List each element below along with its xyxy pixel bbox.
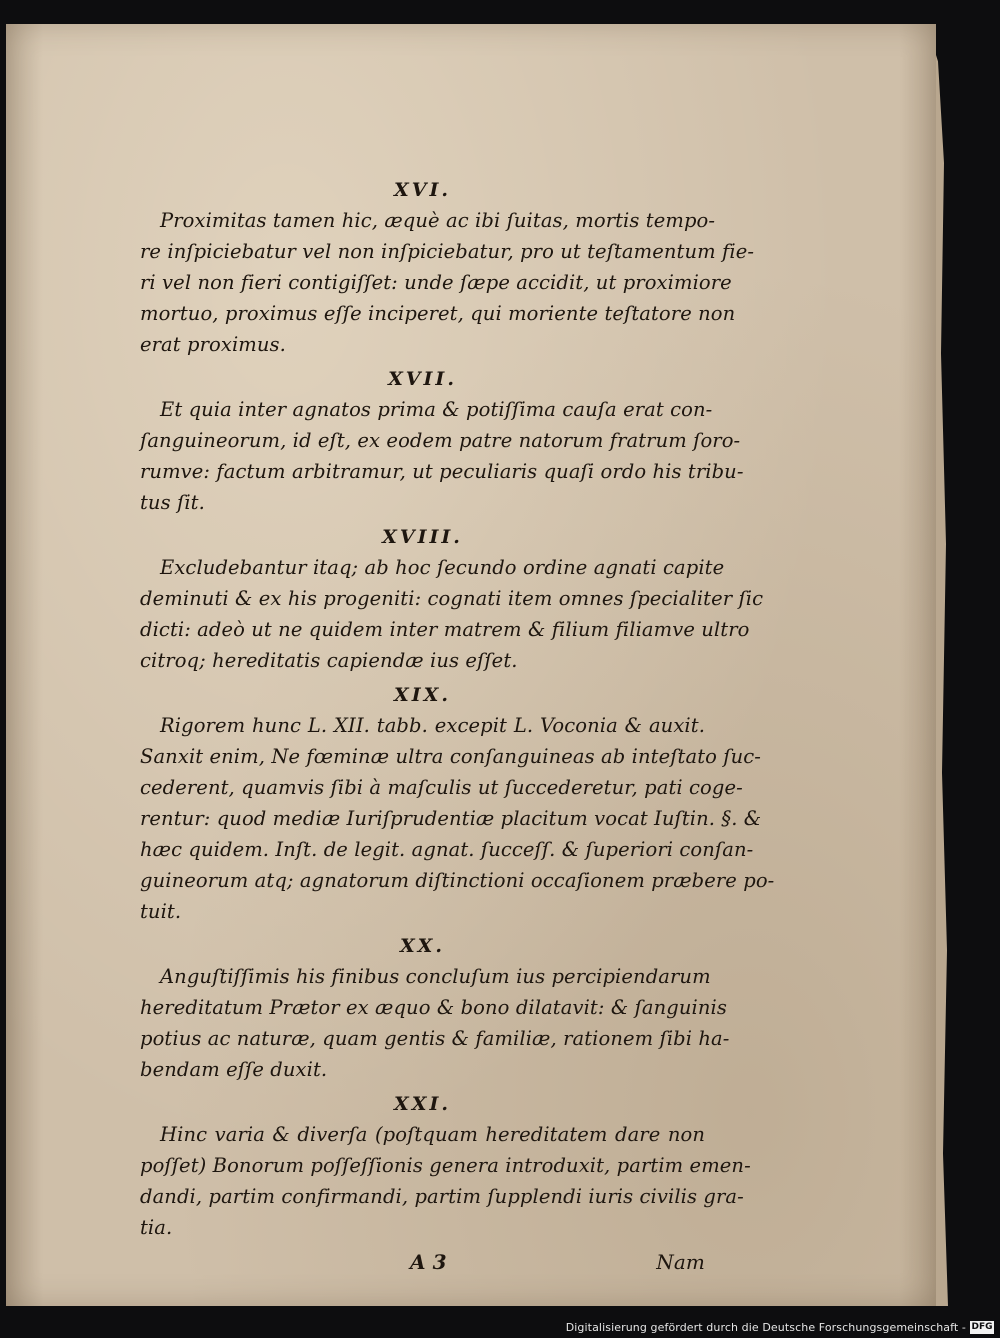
text-line: citroq; hereditatis capiendæ ius eſſet. xyxy=(140,649,518,672)
paragraph xyxy=(140,710,775,927)
page-footer xyxy=(140,1247,705,1277)
catchword: Nam xyxy=(656,1250,705,1274)
text-line: Hinc varia & diverſa (poſtquam hereditatem dare non xyxy=(160,1123,705,1146)
text-line: tia. xyxy=(140,1216,173,1239)
text-line: ſanguineorum, id eſt, ex eodem patre natorum fratrum ſoro- xyxy=(140,429,741,452)
section-heading: XX. xyxy=(399,935,446,957)
text-line: Excludebantur itaq; ab hoc ſecundo ordine agnati capite xyxy=(160,556,725,579)
text-line: poſſet) Bonorum poſſeſſionis genera introduxit, partim emen- xyxy=(140,1154,751,1177)
text-line: Proximitas tamen hic, æquè ac ibi ſuitas, mortis tempo- xyxy=(160,209,716,232)
paragraph xyxy=(140,394,744,518)
text-line: rentur: quod mediæ Iuriſprudentiæ placitum vocat Iuſtin. §. & xyxy=(140,807,762,830)
text-line: tus ſit. xyxy=(140,491,205,514)
section-xx xyxy=(140,931,730,1085)
document-text xyxy=(140,175,775,1277)
text-line: dicti: adeò ut ne quidem inter matrem & filium filiamve ultro xyxy=(140,618,750,641)
section-heading: XVIII. xyxy=(382,526,463,548)
section-heading: XIX. xyxy=(394,684,451,706)
dfg-logo-icon: DFG xyxy=(971,1322,993,1332)
signature-mark: A 3 xyxy=(410,1250,447,1274)
text-line: dandi, partim confirmandi, partim ſupplendi iuris civilis gra- xyxy=(140,1185,744,1208)
text-line: erat proximus. xyxy=(140,333,286,356)
section-heading: XVII. xyxy=(388,368,457,390)
text-line: deminuti & ex his progeniti: cognati item omnes ſpecialiter ſic xyxy=(140,587,764,610)
text-line: mortuo, proximus eſſe inciperet, qui moriente teſtatore non xyxy=(140,302,736,325)
text-line: re inſpiciebatur vel non inſpiciebatur, pro ut teſtamentum fie- xyxy=(140,240,755,263)
paragraph xyxy=(140,552,764,676)
section-xix xyxy=(140,680,775,927)
paragraph xyxy=(140,961,730,1085)
text-line: hæc quidem. Inſt. de legit. agnat. ſucceſſ. & ſuperiori conſan- xyxy=(140,838,754,861)
text-line: Rigorem hunc L. XII. tabb. excepit L. Voconia & auxit. xyxy=(160,714,705,737)
text-line: bendam eſſe duxit. xyxy=(140,1058,328,1081)
text-line: cederent, quamvis ſibi à maſculis ut ſuccederetur, pati coge- xyxy=(140,776,743,799)
text-line: hereditatum Prætor ex æquo & bono dilatavit: & ſanguinis xyxy=(140,996,727,1019)
text-line: tuit. xyxy=(140,900,182,923)
credit-bar xyxy=(0,1318,1000,1338)
paragraph xyxy=(140,205,755,360)
section-xvii xyxy=(140,364,744,518)
text-line: potius ac naturæ, quam gentis & familiæ, rationem ſibi ha- xyxy=(140,1027,730,1050)
text-line: Et quia inter agnatos prima & potiſſima cauſa erat con- xyxy=(160,398,713,421)
paragraph xyxy=(140,1119,751,1243)
text-line: rumve: factum arbitramur, ut peculiaris quaſi ordo his tribu- xyxy=(140,460,744,483)
funding-credit: Digitalisierung gefördert durch die Deutsche Forschungsgemeinschaft - xyxy=(565,1321,966,1334)
section-heading: XXI. xyxy=(394,1093,451,1115)
text-line: guineorum atq; agnatorum diſtinctioni occaſionem præbere po- xyxy=(140,869,775,892)
section-xxi xyxy=(140,1089,751,1243)
section-xviii xyxy=(140,522,764,676)
text-line: Anguſtiſſimis his finibus concluſum ius percipiendarum xyxy=(160,965,711,988)
section-heading: XVI. xyxy=(394,179,451,201)
section-xvi xyxy=(140,175,755,360)
text-line: Sanxit enim, Ne fœminæ ultra conſanguineas ab inteſtato ſuc- xyxy=(140,745,761,768)
text-line: ri vel non fieri contigiſſet: unde ſæpe accidit, ut proximiore xyxy=(140,271,732,294)
